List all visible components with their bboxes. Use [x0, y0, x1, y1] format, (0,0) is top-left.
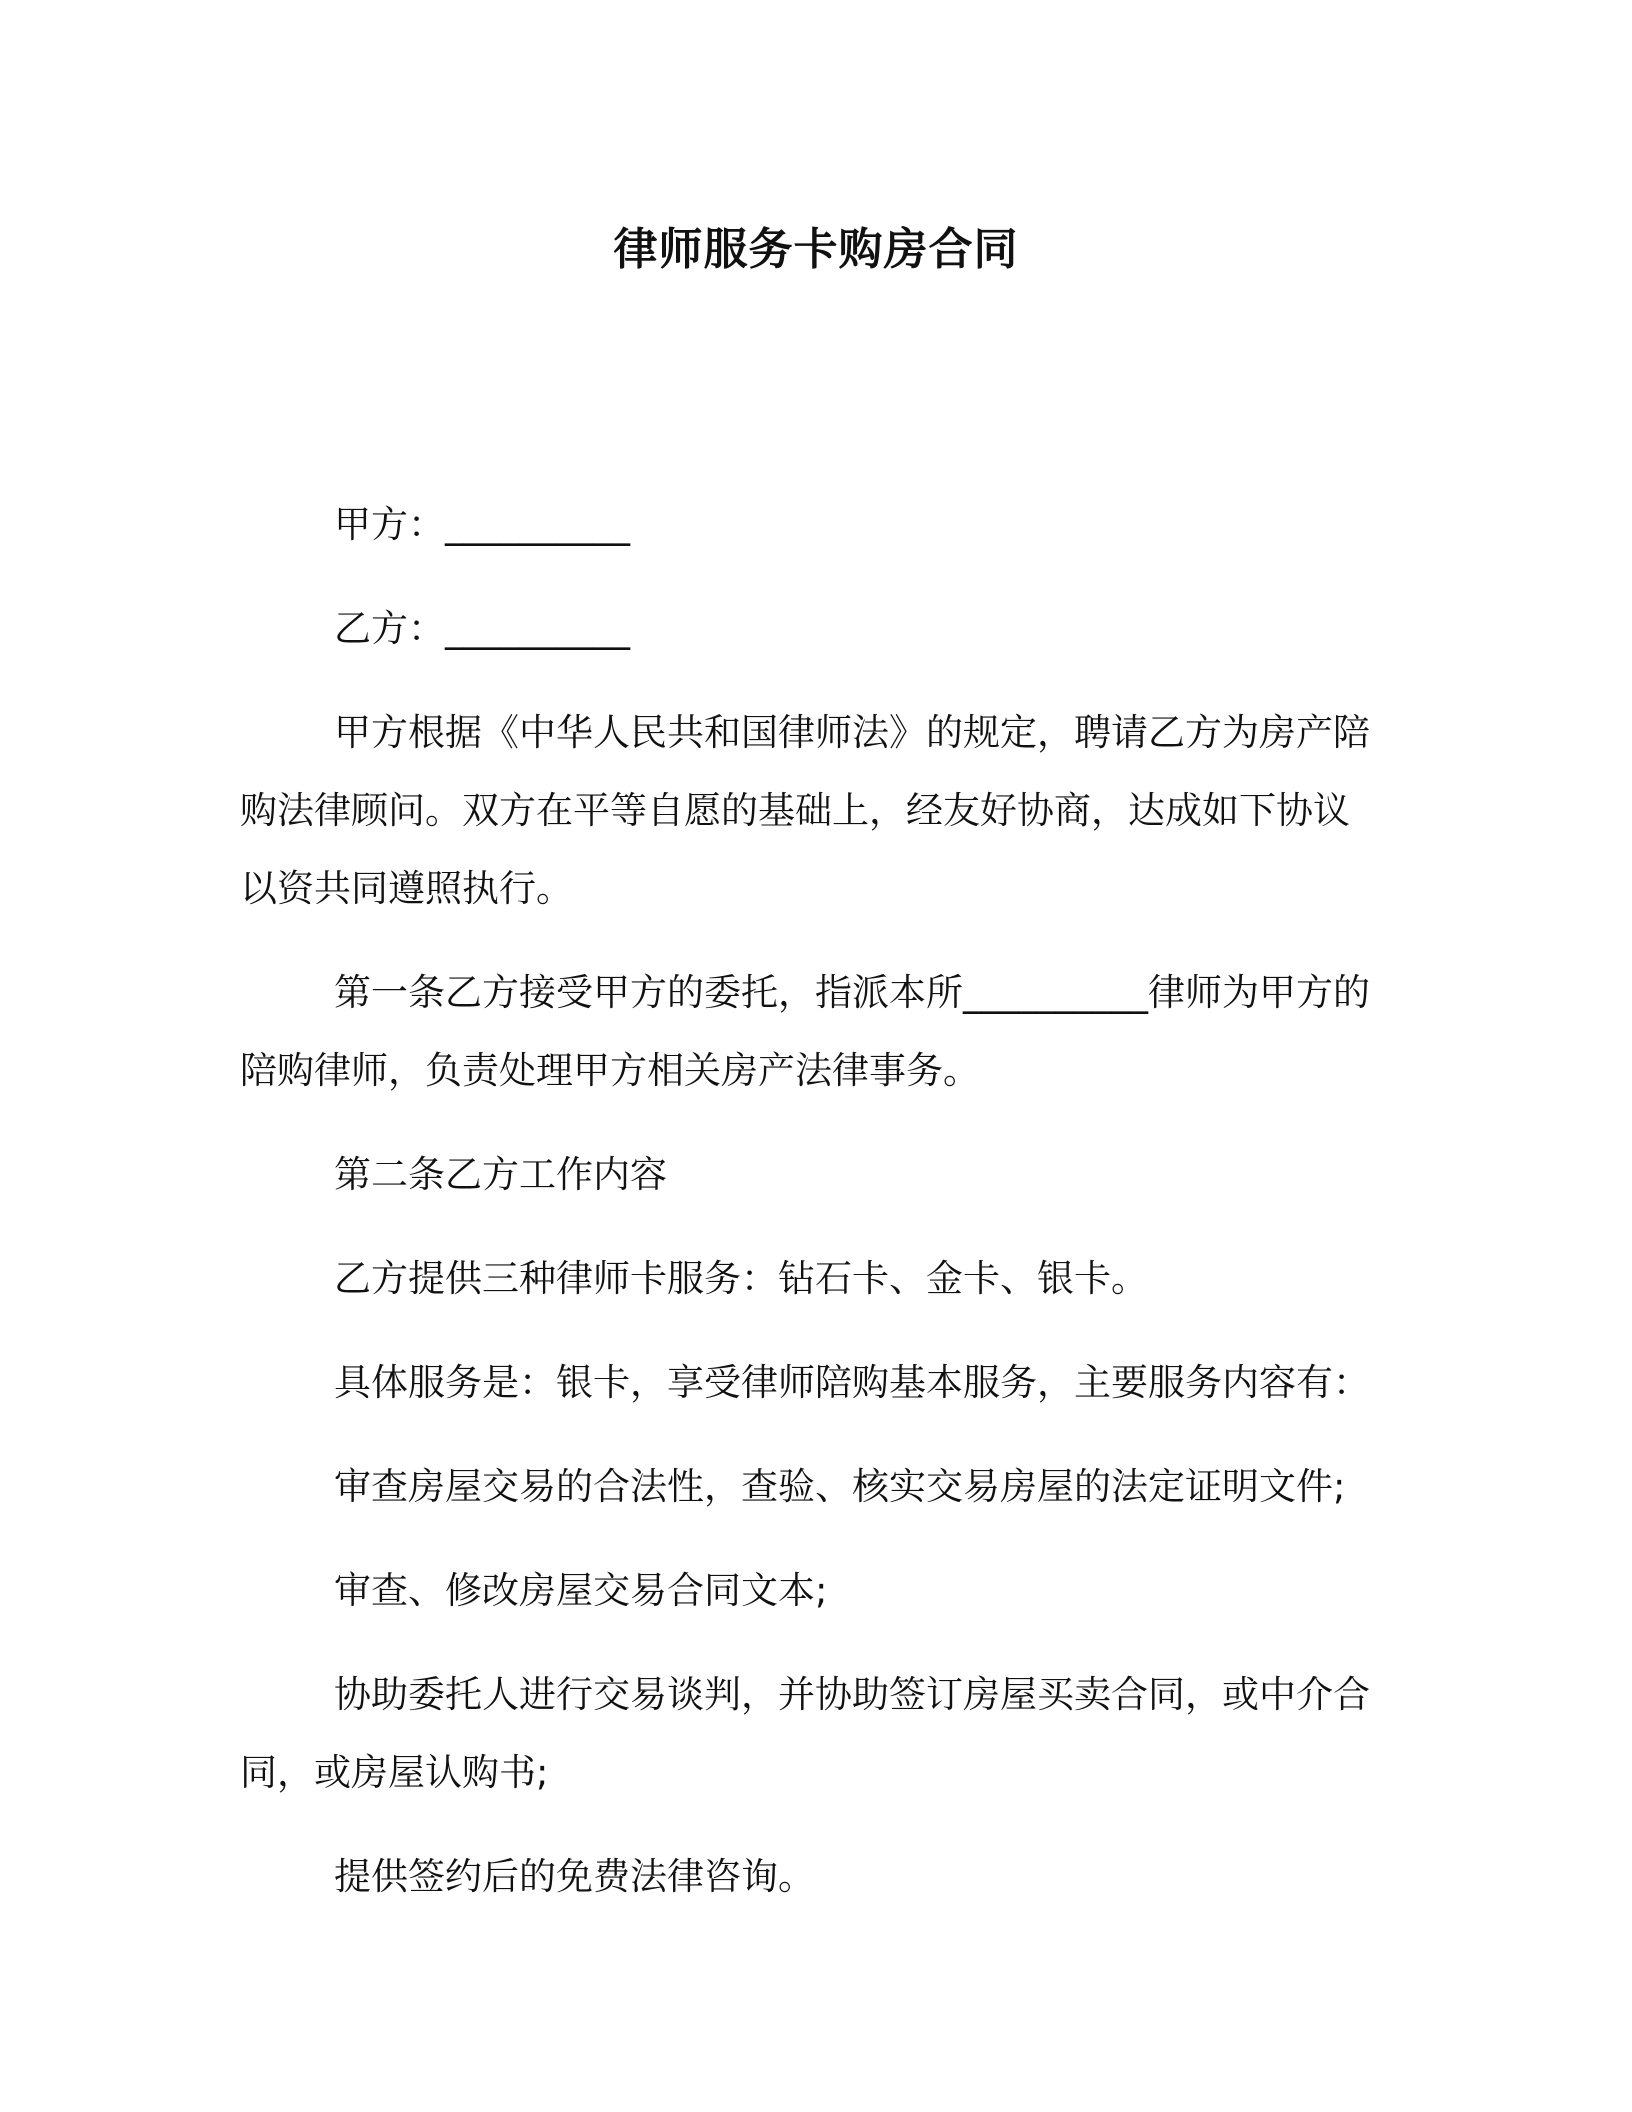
- article-one-paragraph: 第一条乙方接受甲方的委托，指派本所__________律师为甲方的陪购律师，负责处理甲方相关房产法律事务。: [240, 971, 1370, 1092]
- document-title: 律师服务卡购房合同: [613, 224, 1019, 275]
- party-a-line: 甲方：__________: [334, 503, 630, 546]
- service-item-2: 审查、修改房屋交易合同文本;: [334, 1569, 828, 1612]
- article-two-heading: 第二条乙方工作内容: [334, 1153, 667, 1196]
- service-item-1: 审查房屋交易的合法性，查验、核实交易房屋的法定证明文件;: [334, 1465, 1346, 1508]
- silver-card-services-paragraph: 具体服务是：银卡，享受律师陪购基本服务，主要服务内容有：: [334, 1361, 1370, 1404]
- preamble-paragraph: 甲方根据《中华人民共和国律师法》的规定，聘请乙方为房产陪购法律顾问。双方在平等自愿的基础上，经友好协商，达成如下协议以资共同遵照执行。: [240, 711, 1370, 910]
- document-body: [240, 486, 1380, 1942]
- card-types-paragraph: 乙方提供三种律师卡服务：钻石卡、金卡、银卡。: [334, 1257, 1148, 1300]
- party-b-line: 乙方：__________: [334, 607, 630, 650]
- service-item-3: 协助委托人进行交易谈判，并协助签订房屋买卖合同，或中介合同，或房屋认购书;: [240, 1673, 1370, 1794]
- service-item-4: 提供签约后的免费法律咨询。: [334, 1855, 815, 1898]
